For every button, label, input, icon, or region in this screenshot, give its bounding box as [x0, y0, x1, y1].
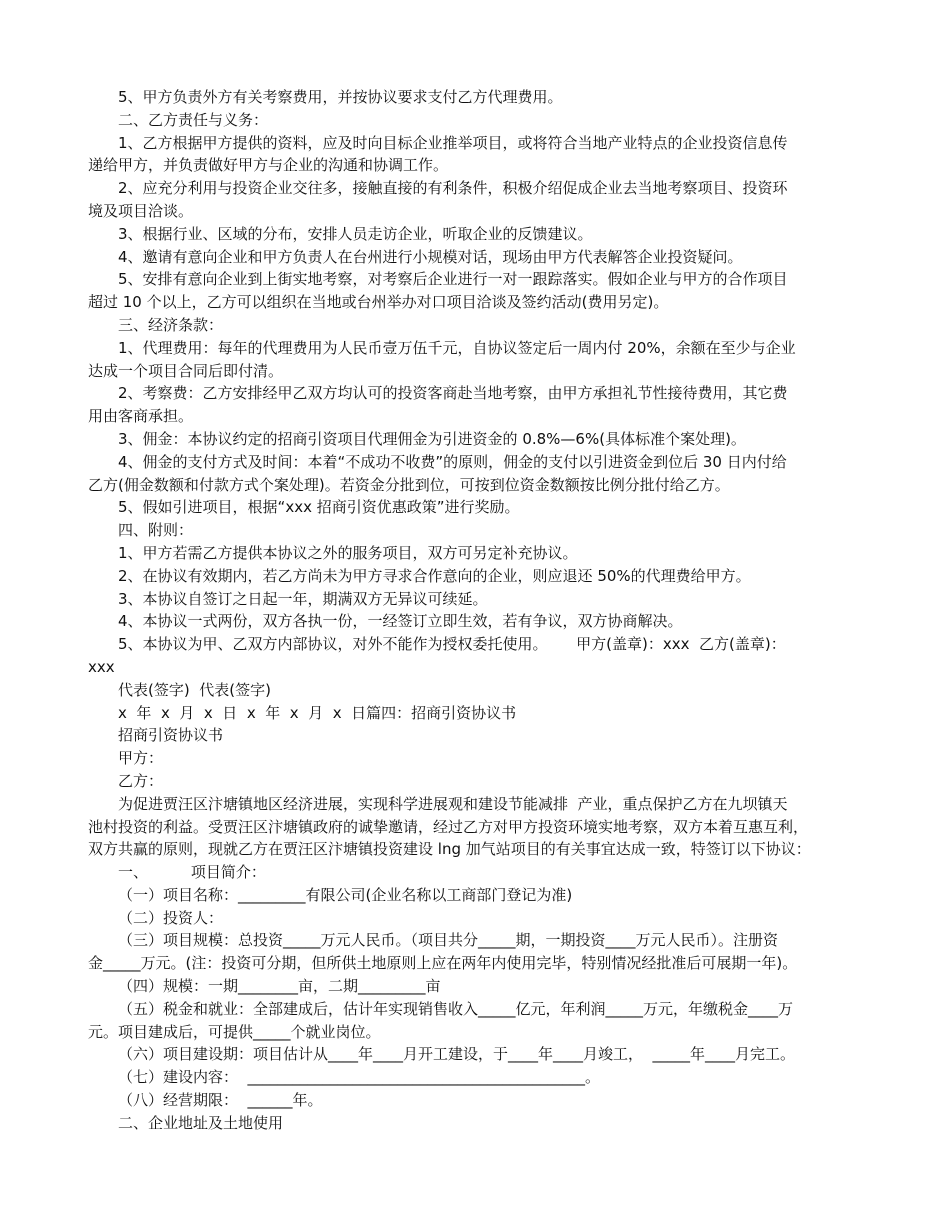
document-line: 3、本协议自签订之日起一年，期满双方无异议可续延。 — [118, 589, 488, 608]
document-line: （六）项目建设期：项目估计从____年____月开工建设，于____年____月竣工， _____年____月完工。 — [118, 1045, 796, 1064]
document-line: 乙方： — [118, 771, 164, 790]
document-line: 1、乙方根据甲方提供的资料，应及时向目标企业推举项目，或将符合当地产业特点的企业投资信息传 — [118, 133, 788, 152]
document-line: 境及项目洽谈。 — [88, 201, 194, 220]
document-line: 5、假如引进项目，根据“xxx 招商引资优惠政策”进行奖励。 — [118, 498, 520, 517]
document-line: 超过 10 个以上，乙方可以组织在当地或台州举办对口项目洽谈及签约活动(费用另定)。 — [88, 293, 669, 312]
document-line: 三、经济条款： — [118, 315, 224, 334]
document-line: （四）规模：一期________亩，二期_________亩 — [118, 977, 441, 996]
document-line: 达成一个项目合同后即付清。 — [88, 361, 284, 380]
document-line: （二）投资人： — [118, 908, 224, 927]
document-line: 元。项目建成后，可提供_____个就业岗位。 — [88, 1022, 381, 1041]
document-line: （五）税金和就业：全部建成后，估计年实现销售收入_____亿元，年利润_____万元，年缴税金____万 — [118, 999, 794, 1018]
document-line: 为促进贾汪区汴塘镇地区经济进展，实现科学进展观和建设节能减排 产业，重点保护乙方在九坝镇天 — [118, 794, 788, 813]
document-line: x 年 x 月 x 日 x 年 x 月 x 日篇四：招商引资协议书 — [118, 703, 517, 722]
document-line: 3、佣金：本协议约定的招商引资项目代理佣金为引进资金的 0.8%—6%(具体标准个案处理)。 — [118, 429, 746, 448]
document-line: （一）项目名称：_________有限公司(企业名称以工商部门登记为准) — [118, 885, 573, 904]
document-line: 5、安排有意向企业到上街实地考察，对考察后企业进行一对一跟踪落实。假如企业与甲方的合作项目 — [118, 270, 788, 289]
document-line: 二、乙方责任与义务： — [118, 110, 269, 129]
document-line: 4、邀请有意向企业和甲方负责人在台州进行小规模对话，现场由甲方代表解答企业投资疑问。 — [118, 247, 743, 266]
document-line: 1、代理费用：每年的代理费用为人民币壹万伍千元，自协议签定后一周内付 20%，余额在至少与企业 — [118, 338, 796, 357]
document-line: xxx — [88, 657, 115, 676]
document-line: 四、附则： — [118, 521, 194, 540]
document-line: 金_____万元。(注：投资可分期，但所供土地原则上应在两年内使用完毕，特别情况经批准后可展期一年)。 — [88, 954, 798, 973]
document-line: 甲方： — [118, 749, 164, 768]
document-line: 递给甲方，并负责做好甲方与企业的沟通和协调工作。 — [88, 156, 449, 175]
document-line: （三）项目规模：总投资_____万元人民币。（项目共分_____期，一期投资____万元人民币）。注册资 — [118, 931, 779, 950]
document-line: 5、本协议为甲、乙双方内部协议，对外不能作为授权委托使用。 甲方(盖章)：xxx 乙方(盖章)： — [118, 635, 786, 654]
document-line: （七）建设内容： _____________________________________________。 — [118, 1068, 601, 1087]
document-line: 池村投资的利益。受贾汪区汴塘镇政府的诚挚邀请，经过乙方对甲方投资环境实地考察，双方本着互惠互利， — [88, 817, 809, 836]
document-line: 招商引资协议书 — [118, 726, 224, 745]
document-line: （八）经营期限： ______年。 — [118, 1091, 323, 1110]
document-line: 用由客商承担。 — [88, 407, 194, 426]
document-line: 4、佣金的支付方式及时间：本着“不成功不收费”的原则，佣金的支付以引进资金到位后 30 日内付给 — [118, 452, 787, 471]
document-line: 双方共赢的原则，现就乙方在贾汪区汴塘镇投资建设 lng 加气站项目的有关事宜达成一致，特签订以下协议： — [88, 840, 811, 859]
document-line: 2、在协议有效期内，若乙方尚未为甲方寻求合作意向的企业，则应退还 50%的代理费给甲方。 — [118, 566, 751, 585]
document-line: 二、企业地址及土地使用 — [118, 1113, 284, 1132]
document-line: 乙方(佣金数额和付款方式个案处理)。若资金分批到位，可按到位资金数额按比例分批付给乙方。 — [88, 475, 730, 494]
document-line: 3、根据行业、区域的分布，安排人员走访企业，听取企业的反馈建议。 — [118, 224, 593, 243]
document-line: 一、 项目简介： — [118, 863, 266, 882]
document-line: 5、甲方负责外方有关考察费用，并按协议要求支付乙方代理费用。 — [118, 88, 563, 106]
document-line: 2、应充分利用与投资企业交往多，接触直接的有利条件，积极介绍促成企业去当地考察项目、投资环 — [118, 179, 788, 198]
document-line: 代表(签字) 代表(签字) — [118, 680, 271, 699]
document-line: 1、甲方若需乙方提供本协议之外的服务项目，双方可另定补充协议。 — [118, 543, 578, 562]
document-line: 4、本协议一式两份，双方各执一份，一经签订立即生效，若有争议，双方协商解决。 — [118, 612, 683, 631]
document-line: 2、考察费：乙方安排经甲乙双方均认可的投资客商赴当地考察，由甲方承担礼节性接待费用，其它费 — [118, 384, 788, 403]
